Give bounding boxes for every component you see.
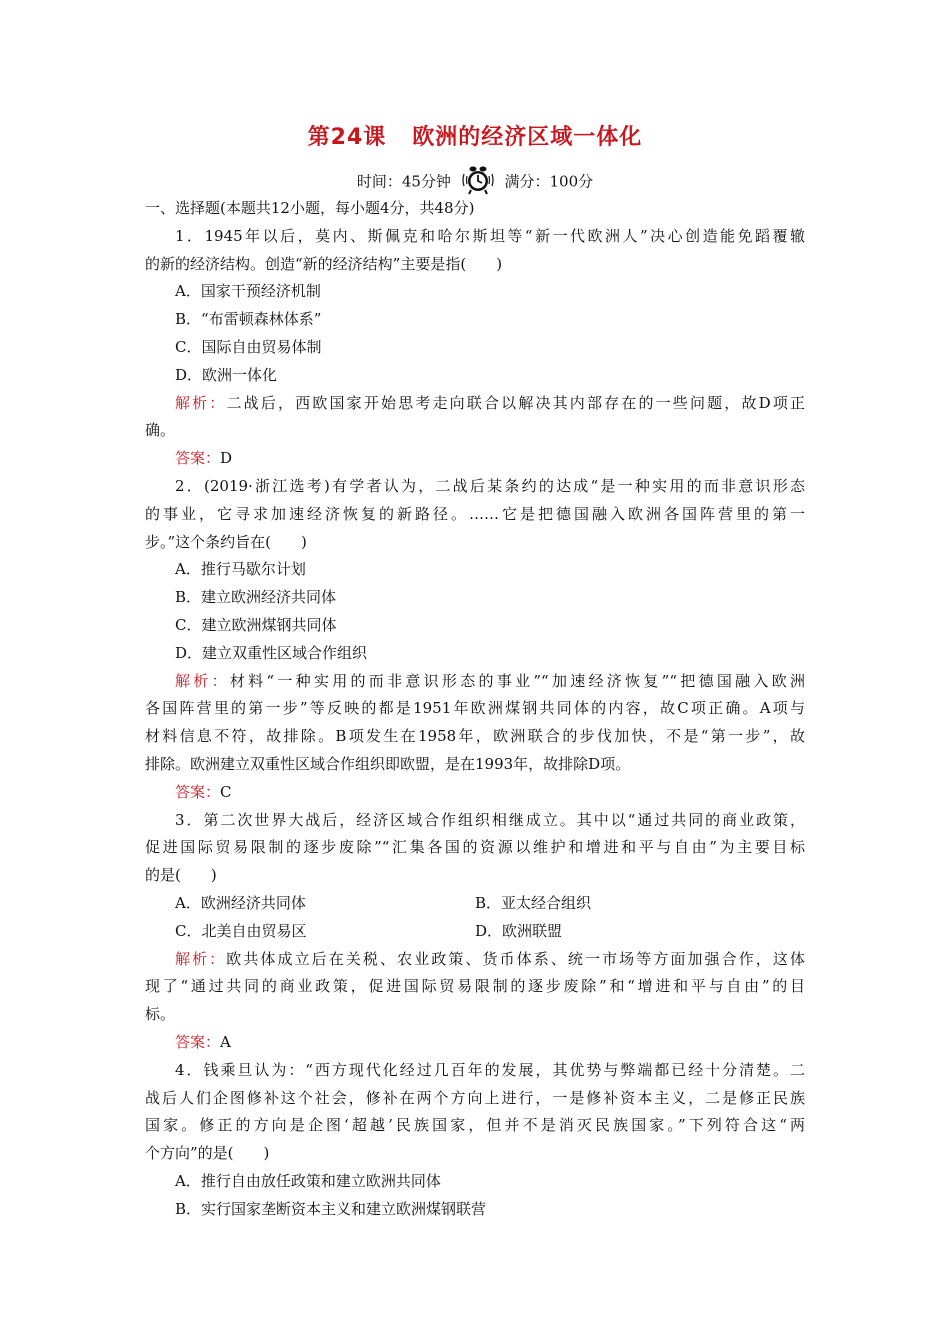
analysis-label: 解析：	[175, 393, 227, 412]
answer-line	[145, 445, 805, 473]
answer-label: 答案：	[175, 782, 221, 801]
full-score: 满分：100分	[504, 172, 594, 191]
option-d: D．欧洲一体化	[175, 365, 278, 384]
analysis-line: 材料信息不符，故排除。B项发生在1958年，欧洲联合的步伐加快，不是“第一步”，故	[145, 727, 805, 746]
question-1-stem-line: 1．1945年以后，莫内、斯佩克和哈尔斯坦等“新一代欧洲人”决心创造能免蹈覆辙	[175, 226, 805, 245]
question-4-stem-line: 国家。修正的方向是企图‘超越’民族国家，但并不是消灭民族国家。”下列符合这“两	[145, 1116, 805, 1135]
option-b: B．“布雷顿森林体系”	[175, 310, 322, 329]
lesson-number: 第24课	[307, 125, 387, 150]
question-3-stem-line: 促进国际贸易限制的逐步废除”“汇集各国的资源以维护和增进和平与自由”为主要目标	[145, 838, 805, 857]
section-heading: 一、选择题(本题共12小题，每小题4分，共48分)	[145, 199, 475, 217]
option-b: B．亚太经合组织	[475, 893, 592, 912]
answer-label: 答案：	[175, 449, 221, 468]
analysis-line: 排除。欧洲建立双重性区域合作组织即欧盟，是在1993年，故排除D项。	[145, 754, 631, 773]
answer-value: C	[220, 782, 232, 801]
answer-line	[145, 779, 805, 807]
analysis-line: 解析：欧共体成立后在关税、农业政策、货币体系、统一市场等方面加强合作，这体	[175, 949, 805, 968]
question-2-stem-line: 的事业，它寻求加速经济恢复的新路径。……它是把德国融入欧洲各国阵营里的第一	[145, 504, 805, 523]
option-b: B．实行国家垄断资本主义和建立欧洲煤钢联营	[175, 1199, 487, 1218]
analysis-line: 各国阵营里的第一步”等反映的都是1951年欧洲煤钢共同体的内容，故C项正确。A项与	[145, 699, 805, 718]
time-limit: 时间：45分钟	[356, 172, 451, 191]
option-a: A．欧洲经济共同体	[175, 893, 306, 912]
question-2-stem-line: 2．(2019·浙江选考)有学者认为，二战后某条约的达成“是一种实用的而非意识形态	[175, 476, 805, 495]
option-c: C．国际自由贸易体制	[175, 337, 322, 356]
option-d: D．欧洲联盟	[475, 921, 563, 940]
lesson-topic: 欧洲的经济区域一体化	[412, 125, 643, 150]
answer-label: 答案：	[175, 1032, 221, 1051]
analysis-line: 解析：材料“一种实用的而非意识形态的事业”“加速经济恢复”“把德国融入欧洲	[175, 671, 805, 690]
alarm-clock-icon	[460, 165, 496, 197]
question-2-stem-line: 步。”这个条约旨在( )	[145, 532, 307, 551]
question-3-stem-line: 3．第二次世界大战后，经济区域合作组织相继成立。其中以“通过共同的商业政策，	[175, 810, 805, 829]
page-title	[0, 120, 950, 151]
question-4-stem-line: 战后人们企图修补这个社会，修补在两个方向上进行，一是修补资本主义，二是修正民族	[145, 1088, 805, 1107]
option-a: A．国家干预经济机制	[175, 282, 321, 301]
option-a: A．推行马歇尔计划	[175, 560, 306, 579]
question-1-stem-line: 的新的经济结构。创造“新的经济结构”主要是指( )	[145, 254, 503, 273]
exam-meta	[0, 165, 950, 197]
analysis-line: 确。	[145, 421, 176, 440]
option-d: D．建立双重性区域合作组织	[175, 643, 368, 662]
answer-value: D	[220, 449, 233, 468]
answer-line	[145, 1029, 805, 1057]
option-row	[145, 918, 805, 946]
question-4-stem-line: 4．钱乘旦认为：“西方现代化经过几百年的发展，其优势与弊端都已经十分清楚。二	[175, 1060, 805, 1079]
option-c: C．北美自由贸易区	[175, 921, 307, 940]
analysis-line: 解析：二战后，西欧国家开始思考走向联合以解决其内部存在的一些问题，故D项正	[175, 393, 805, 412]
analysis-line: 现了“通过共同的商业政策，促进国际贸易限制的逐步废除”和“增进和平与自由”的目	[145, 977, 805, 996]
question-list	[145, 195, 805, 1223]
analysis-line: 标。	[145, 1005, 176, 1024]
analysis-label: 解析：	[175, 949, 227, 968]
question-4-stem-line: 个方向”的是( )	[145, 1144, 270, 1163]
option-a: A．推行自由放任政策和建立欧洲共同体	[175, 1171, 441, 1190]
option-b: B．建立欧洲经济共同体	[175, 588, 337, 607]
analysis-label: 解析：	[175, 671, 230, 690]
option-row	[145, 890, 805, 918]
option-c: C．建立欧洲煤钢共同体	[175, 615, 337, 634]
answer-value: A	[220, 1032, 231, 1051]
question-3-stem-line: 的是( )	[145, 866, 217, 885]
